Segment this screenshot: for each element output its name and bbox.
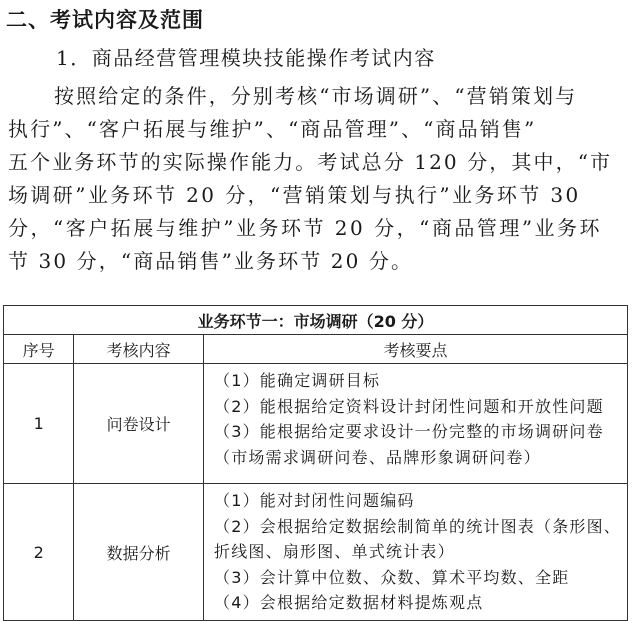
- assessment-table: [3, 305, 628, 621]
- header-number: 序号: [4, 335, 74, 364]
- key-point: （4）会根据给定数据材料提炼观点: [214, 593, 484, 613]
- paragraph-line: 执行”、“客户拓展与维护”、“商品管理”、“商品销售”: [8, 117, 537, 141]
- table-row: [4, 364, 628, 484]
- row-key-points: [204, 364, 628, 484]
- paragraph-line: 场调研”业务环节 20 分，“营销策划与执行”业务环节 30: [8, 183, 581, 207]
- key-point: （1）能对封闭性问题编码: [214, 491, 415, 510]
- table-title: 业务环节一：市场调研（20 分）: [4, 306, 628, 335]
- row-content: 数据分析: [74, 484, 204, 621]
- paragraph-line: 分，“客户拓展与维护”业务环节 20 分，“商品管理”业务环: [8, 216, 603, 240]
- row-number: 2: [4, 484, 74, 621]
- key-point: 折线图、扇形图、单式统计表）: [214, 542, 455, 562]
- header-content: 考核内容: [74, 335, 204, 364]
- paragraph-line: 五个业务环节的实际操作能力。考试总分 120 分，其中，“市: [8, 150, 613, 174]
- paragraph-line: 按照给定的条件，分别考核“市场调研”、“营销策划与: [54, 84, 578, 108]
- key-point: （1）能确定调研目标: [214, 371, 381, 390]
- section-heading: 二、考试内容及范围: [6, 7, 204, 32]
- table-row: [4, 484, 628, 621]
- row-key-points: [204, 484, 628, 621]
- section-subheading: 1．商品经营管理模块技能操作考试内容: [56, 46, 436, 70]
- row-number: 1: [4, 364, 74, 484]
- key-point: （市场需求调研问卷、品牌形象调研问卷）: [214, 447, 541, 467]
- row-content: 问卷设计: [74, 364, 204, 484]
- key-point: （2）能根据给定资料设计封闭性问题和开放性问题: [214, 396, 604, 416]
- key-point: （3）能根据给定要求设计一份完整的市场调研问卷: [214, 422, 604, 442]
- paragraph-line: 节 30 分，“商品销售”业务环节 20 分。: [8, 249, 414, 273]
- header-key-points: 考核要点: [204, 335, 628, 364]
- table-title-row: [4, 306, 628, 335]
- exam-description-paragraph: [8, 80, 626, 278]
- table-header-row: [4, 335, 628, 364]
- key-point: （2）会根据给定数据绘制简单的统计图表（条形图、: [214, 516, 621, 536]
- key-point: （3）会计算中位数、众数、算术平均数、全距: [214, 567, 570, 587]
